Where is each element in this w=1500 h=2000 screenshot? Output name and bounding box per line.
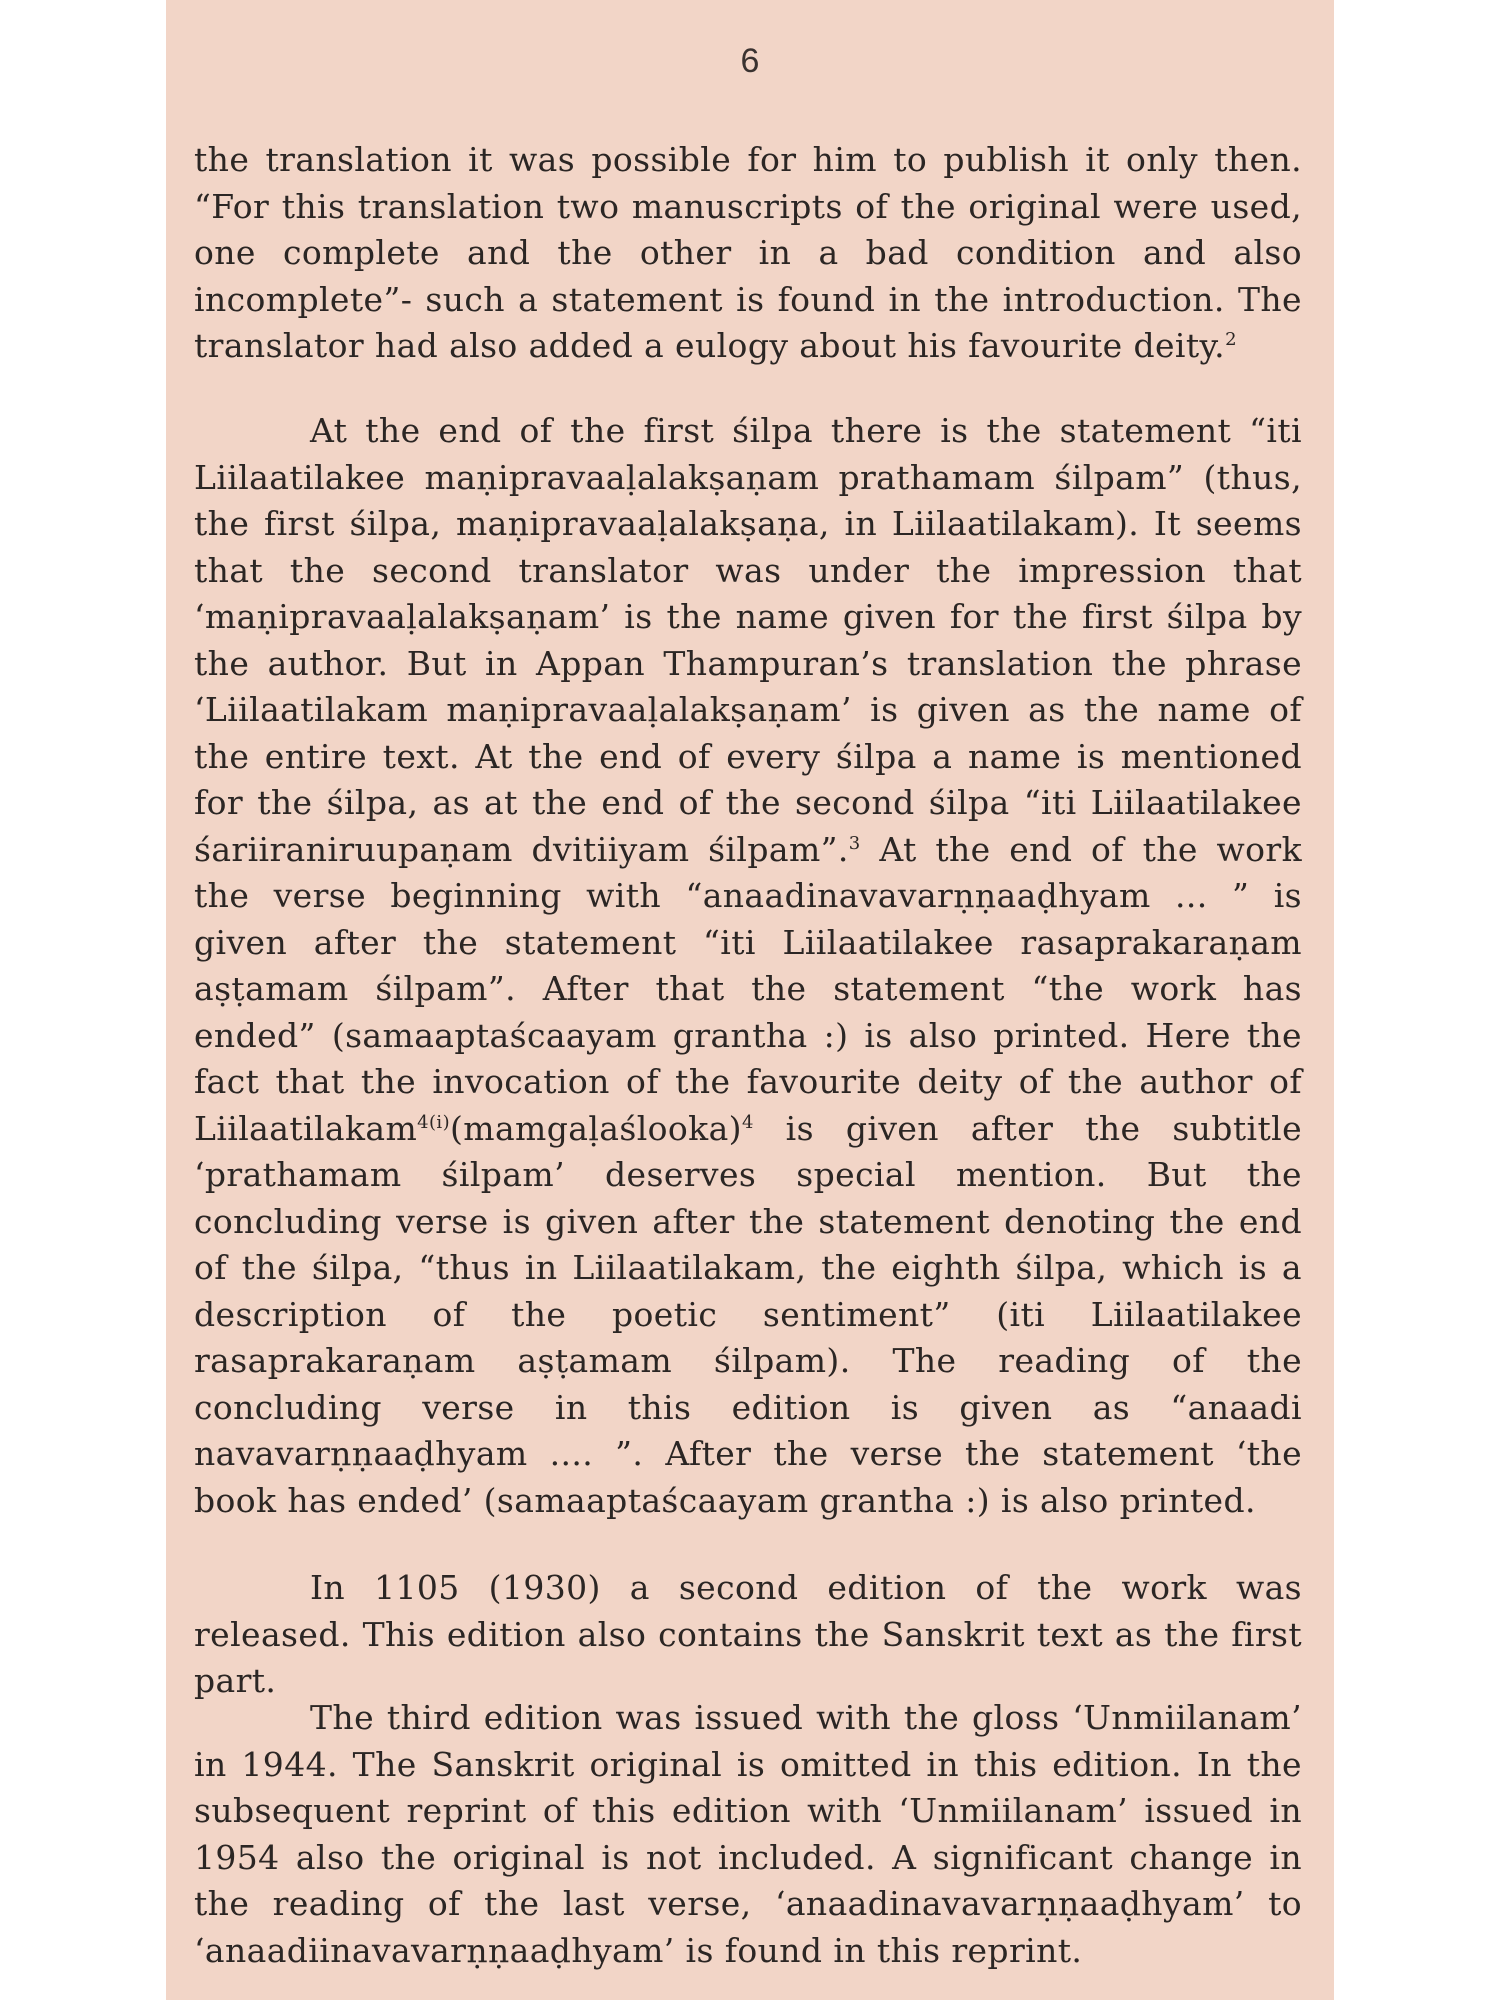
paragraph-2-part-4: is given after the subtitle ‘prathamam śilpam’ deserves special mention. But the concluding verse is given after the statement denoting the end of the śilpa, “thus in Liilaatilakam, the eighth śilpa, which is a description of the poetic sentiment” (iti Liilaatilakee rasaprakaraṇam aṣṭamam śilpam). The reading of the concluding verse in this edition is given as “anaadi navavarṇṇaaḍhyam .... ”. After the verse the statement ‘the book has ended’ (samaaptaścaayam grantha :) is also printed. (194, 1108, 1302, 1520)
paragraph-4 (194, 1695, 1302, 1974)
page-number: 6 (740, 42, 760, 80)
paragraph-2-part-1: At the end of the first śilpa there is the statement “iti Liilaatilakee maṇipravaaḷalakṣaṇam prathamam śilpam” (thus, the first śilpa, maṇipravaaḷalakṣaṇa, in Liilaatilakam). It seems that the second translator was under the impression that ‘maṇipravaaḷalakṣaṇam’ is the name given for the first śilpa by the author. But in Appan Thampuran’s translation the phrase ‘Liilaatilakam maṇipravaaḷalakṣaṇam’ is given as the name of the entire text. At the end of every śilpa a name is mentioned for the śilpa, as at the end of the second śilpa “iti Liilaatilakee śariiraniruupaṇam dvitiiyam śilpam”. (194, 411, 1302, 869)
paragraph-2-part-2: At the end of the work the verse beginning with “anaadinavavarṇṇaaḍhyam ... ” is given after the statement “iti Liilaatilakee rasaprakaraṇam aṣṭamam śilpam”. After that the statement “the work has ended” (samaaptaścaayam grantha :) is also printed. Here the fact that the invocation of the favourite deity of the author of Liilaatilakam (194, 829, 1302, 1148)
paragraph-3 (194, 1565, 1302, 1705)
paragraph-2-part-3: (mamgaḷaślooka) (450, 1108, 742, 1148)
paragraph-1-text (194, 137, 1302, 370)
footnote-ref-4i: 4(i) (417, 1111, 450, 1133)
paragraph-3-text: In 1105 (1930) a second edition of the work was released. This edition also contains the Sanskrit text as the first part. (194, 1568, 1302, 1700)
paragraph-2-text (194, 408, 1302, 1524)
footnote-ref-2: 2 (1225, 329, 1237, 350)
footnote-ref-3: 3 (848, 832, 861, 854)
paragraph-1 (194, 137, 1302, 370)
paragraph-2 (194, 408, 1302, 1524)
paragraph-4-text: The third edition was issued with the gloss ‘Unmiilanam’ in 1944. The Sanskrit original is omitted in this edition. In the subsequent reprint of this edition with ‘Unmiilanam’ issued in 1954 also the original is not included. A significant change in the reading of the last verse, ‘anaadinavavarṇṇaaḍhyam’ to ‘anaadiinavavarṇṇaaḍhyam’ is found in this reprint. (194, 1698, 1302, 1970)
book-page (166, 0, 1334, 2000)
paragraph-1-body: the translation it was possible for him to publish it only then. “For this translation two manuscripts of the original were used, one complete and the other in a bad condition and also incomplete”- such a statement is found in the introduction. The translator had also added a eulogy about his favourite deity. (194, 140, 1302, 365)
footnote-ref-4: 4 (741, 1111, 754, 1133)
